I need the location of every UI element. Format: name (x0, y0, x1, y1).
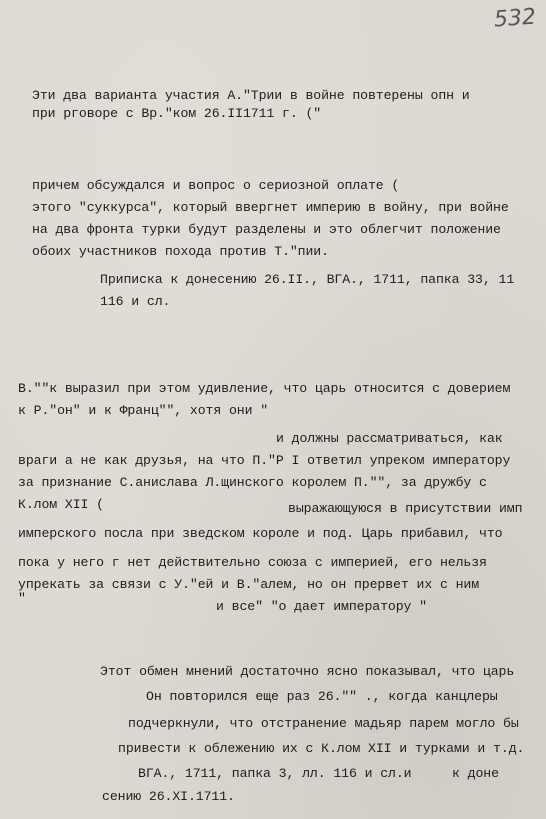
citation-line: сению 26.XI.1711. (102, 789, 235, 804)
text-line: этого "суккурса", который ввергнет империю в войну, при войне (32, 200, 509, 215)
text-line: и все" "о дает императору " (216, 599, 427, 614)
text-line: за признание С.анислава Л.щинского королем П."", за дружбу с (18, 475, 487, 490)
citation-line: к доне (452, 766, 499, 781)
text-line: обоих участников похода против Т."пии. (32, 244, 329, 259)
text-line: причем обсуждался и вопрос о сериозной оплате ( (32, 178, 400, 193)
citation-line: Приписка к донесению 26.II., ВГА., 1711, папка 33, 11 (100, 272, 515, 287)
page-number: 532 (493, 4, 537, 33)
text-line: Эти два варианта участия А."Трии в войне повтерены опн и (32, 88, 470, 103)
text-line: Этот обмен мнений достаточно ясно показывал, что царь (100, 664, 515, 679)
citation-line: ВГА., 1711, папка 3, лл. 116 и сл.и (138, 766, 412, 781)
text-line: враги а не как друзья, на что П."Р I ответил упреком императору (18, 453, 511, 468)
text-line: при рговоре с Вр."ком 26.II1711 г. (" (32, 106, 322, 121)
text-line: и должны рассматриваться, как (276, 431, 503, 446)
text-line: на два фронта турки будут разделены и это облегчит положение (32, 222, 501, 237)
text-line: упрекать за связи с У."ей и В."алем, но он прервет их с ним (18, 577, 480, 592)
citation-line: 116 и сл. (100, 294, 171, 309)
text-line: выражающуюся в присутствии имп (288, 501, 523, 516)
text-line: Он повторился еще раз 26."" ., когда канцлеры (146, 689, 498, 704)
text-line: К.лом XII ( (18, 497, 104, 512)
text-line: имперского посла при зведском короле и под. Царь прибавил, что (18, 526, 503, 541)
text-line: В.""к выразил при этом удивление, что царь относится с доверием (18, 381, 511, 396)
text-line: " (18, 591, 26, 606)
text-line: привести к облежению их с К.лом XII и турками и т.д. (118, 741, 525, 756)
text-line: подчеркнули, что отстранение мадьяр парем могло бы (128, 716, 519, 731)
text-line: к Р."он" и к Франц"", хотя они " (18, 403, 269, 418)
text-line: пока у него г нет действительно союза с империей, его нельзя (18, 555, 487, 570)
